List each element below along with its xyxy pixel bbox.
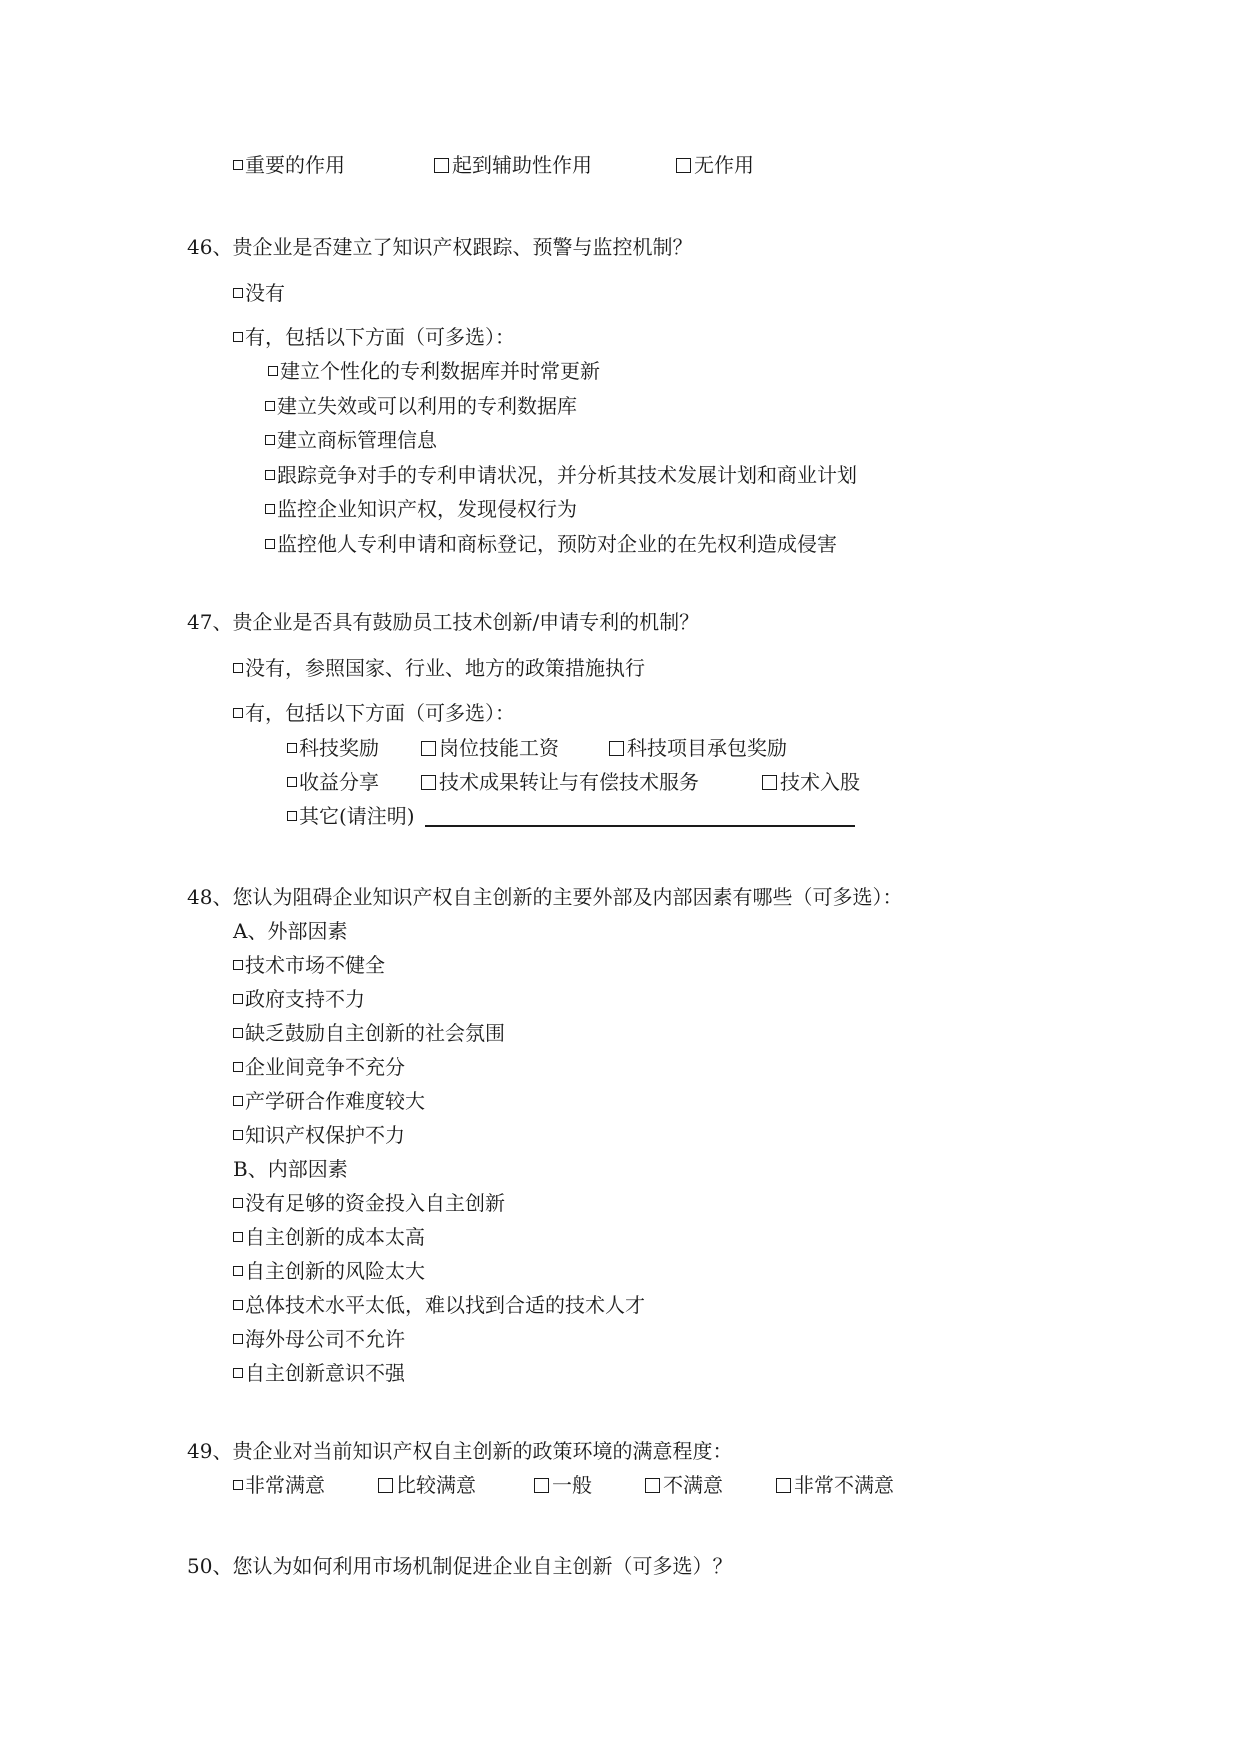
checkbox-icon[interactable] (233, 1198, 243, 1208)
checkbox-icon[interactable] (434, 158, 449, 173)
q48-external-item[interactable]: 缺乏鼓励自主创新的社会氛围 (233, 1020, 505, 1046)
q48-external-item[interactable]: 企业间竞争不充分 (233, 1054, 405, 1080)
q48-internal-item[interactable]: 自主创新的风险太大 (233, 1258, 425, 1284)
checkbox-icon[interactable] (287, 743, 297, 753)
q46-item[interactable]: 建立商标管理信息 (265, 427, 437, 453)
q47-item[interactable]: 技术入股 (762, 769, 860, 795)
checkbox-icon[interactable] (265, 504, 275, 514)
q48-internal-item[interactable]: 没有足够的资金投入自主创新 (233, 1190, 505, 1216)
option-important[interactable]: 重要的作用 (233, 152, 345, 178)
checkbox-icon[interactable] (233, 1368, 243, 1378)
checkbox-icon[interactable] (265, 401, 275, 411)
option-no-effect[interactable]: 无作用 (676, 152, 754, 178)
checkbox-icon[interactable] (233, 332, 243, 342)
checkbox-icon[interactable] (233, 960, 243, 970)
question-47: 47、贵企业是否具有鼓励员工技术创新/申请专利的机制？ (187, 610, 700, 634)
other-fill-in-line[interactable] (425, 805, 855, 827)
q46-option-yes[interactable]: 有，包括以下方面（可多选）： (233, 324, 515, 350)
q47-item[interactable]: 科技奖励 (287, 735, 379, 761)
checkbox-icon[interactable] (233, 1096, 243, 1106)
q46-item[interactable]: 监控企业知识产权，发现侵权行为 (265, 496, 577, 522)
q46-option-no[interactable]: 没有 (233, 280, 285, 306)
q46-item[interactable]: 跟踪竞争对手的专利申请状况，并分析其技术发展计划和商业计划 (265, 462, 857, 488)
checkbox-icon[interactable] (233, 1300, 243, 1310)
option-auxiliary[interactable]: 起到辅助性作用 (434, 152, 592, 178)
checkbox-icon[interactable] (421, 775, 436, 790)
q48-internal-item[interactable]: 总体技术水平太低，难以找到合适的技术人才 (233, 1292, 645, 1318)
q48-internal-item[interactable]: 自主创新意识不强 (233, 1360, 405, 1386)
q47-option-no[interactable]: 没有，参照国家、行业、地方的政策措施执行 (233, 655, 645, 681)
checkbox-icon[interactable] (421, 741, 436, 756)
checkbox-icon[interactable] (233, 1480, 243, 1490)
q46-item[interactable]: 监控他人专利申请和商标登记，预防对企业的在先权利造成侵害 (265, 531, 837, 557)
q49-option[interactable]: 比较满意 (378, 1472, 476, 1498)
question-50: 50、您认为如何利用市场机制促进企业自主创新（可多选）？ (187, 1554, 733, 1578)
external-heading: A、外部因素 (233, 919, 348, 943)
checkbox-icon[interactable] (233, 708, 243, 718)
q46-item[interactable]: 建立失效或可以利用的专利数据库 (265, 393, 577, 419)
checkbox-icon[interactable] (287, 777, 297, 787)
checkbox-icon[interactable] (233, 1028, 243, 1038)
q47-option-other[interactable]: 其它(请注明) (287, 803, 855, 829)
question-46: 46、贵企业是否建立了知识产权跟踪、预警与监控机制？ (187, 235, 693, 259)
q47-item[interactable]: 科技项目承包奖励 (609, 735, 787, 761)
q48-external-item[interactable]: 产学研合作难度较大 (233, 1088, 425, 1114)
internal-heading: B、内部因素 (233, 1157, 348, 1181)
checkbox-icon[interactable] (762, 775, 777, 790)
checkbox-icon[interactable] (233, 1266, 243, 1276)
checkbox-icon[interactable] (534, 1478, 549, 1493)
q47-item[interactable]: 技术成果转让与有偿技术服务 (421, 769, 699, 795)
checkbox-icon[interactable] (233, 288, 243, 298)
q48-external-item[interactable]: 技术市场不健全 (233, 952, 385, 978)
checkbox-icon[interactable] (233, 663, 243, 673)
q49-option[interactable]: 非常不满意 (776, 1472, 894, 1498)
checkbox-icon[interactable] (287, 811, 297, 821)
checkbox-icon[interactable] (233, 1232, 243, 1242)
checkbox-icon[interactable] (609, 741, 624, 756)
q48-internal-item[interactable]: 海外母公司不允许 (233, 1326, 405, 1352)
checkbox-icon[interactable] (233, 1130, 243, 1140)
q48-external-item[interactable]: 政府支持不力 (233, 986, 365, 1012)
checkbox-icon[interactable] (645, 1478, 660, 1493)
checkbox-icon[interactable] (265, 470, 275, 480)
q48-internal-item[interactable]: 自主创新的成本太高 (233, 1224, 425, 1250)
q49-option[interactable]: 一般 (534, 1472, 592, 1498)
question-48: 48、您认为阻碍企业知识产权自主创新的主要外部及内部因素有哪些（可多选）： (187, 885, 903, 909)
checkbox-icon[interactable] (233, 994, 243, 1004)
checkbox-icon[interactable] (378, 1478, 393, 1493)
question-49: 49、贵企业对当前知识产权自主创新的政策环境的满意程度： (187, 1439, 733, 1463)
checkbox-icon[interactable] (268, 366, 278, 376)
q47-option-yes[interactable]: 有，包括以下方面（可多选）： (233, 700, 515, 726)
checkbox-icon[interactable] (233, 160, 243, 170)
checkbox-icon[interactable] (233, 1334, 243, 1344)
checkbox-icon[interactable] (776, 1478, 791, 1493)
q47-item[interactable]: 收益分享 (287, 769, 379, 795)
checkbox-icon[interactable] (265, 435, 275, 445)
q49-option[interactable]: 不满意 (645, 1472, 723, 1498)
q46-item[interactable]: 建立个性化的专利数据库并时常更新 (268, 358, 600, 384)
checkbox-icon[interactable] (265, 539, 275, 549)
checkbox-icon[interactable] (233, 1062, 243, 1072)
q48-external-item[interactable]: 知识产权保护不力 (233, 1122, 405, 1148)
q49-option[interactable]: 非常满意 (233, 1472, 325, 1498)
checkbox-icon[interactable] (676, 158, 691, 173)
q47-item[interactable]: 岗位技能工资 (421, 735, 559, 761)
